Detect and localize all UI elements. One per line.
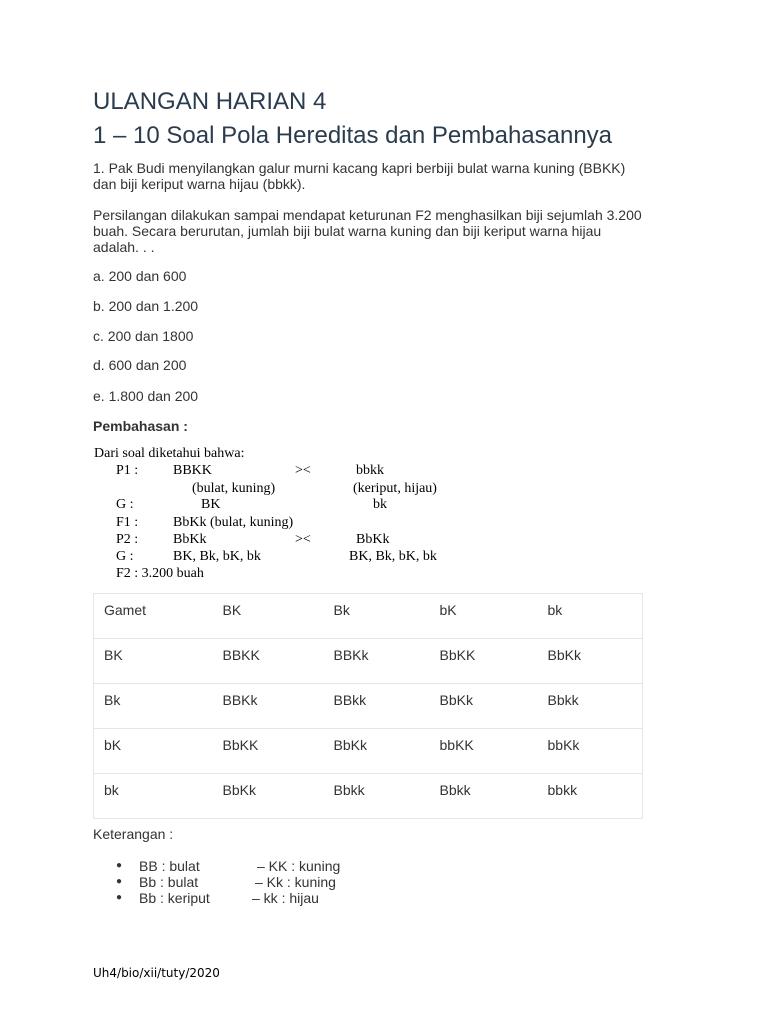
- option-d: d. 600 dan 200: [93, 357, 187, 373]
- table-row-header-cell: bK: [94, 729, 213, 774]
- table-header-cell: Gamet: [94, 594, 213, 639]
- allele-b-key: Bb : bulat: [139, 874, 199, 890]
- table-cell: bbkk: [538, 774, 643, 819]
- p1-right: bbkk: [356, 463, 384, 478]
- keterangan-label: Keterangan :: [93, 826, 174, 842]
- table-cell: Bbkk: [324, 774, 430, 819]
- table-row-header-cell: BK: [94, 639, 213, 684]
- g2-right: BK, Bk, bK, bk: [349, 549, 437, 564]
- table-row: [94, 639, 643, 684]
- p2-right: BbKk: [356, 532, 390, 547]
- bullet-icon: ●: [116, 876, 123, 887]
- bullet-icon: ●: [116, 860, 123, 871]
- table-header-cell: bK: [430, 594, 538, 639]
- allele-k-key: – KK : kuning: [257, 858, 341, 874]
- table-header-cell: BK: [213, 594, 324, 639]
- allele-b-key: BB : bulat: [139, 858, 200, 874]
- g1-label: G :: [116, 497, 134, 512]
- table-cell: BbKk: [324, 729, 430, 774]
- p2-label: P2 :: [116, 532, 139, 547]
- g2-left: BK, Bk, bK, bk: [173, 549, 261, 564]
- table-row: [94, 594, 643, 639]
- table-row: [94, 774, 643, 819]
- question-line: 1. Pak Budi menyilangkan galur murni kacang kapri berbiji bulat warna kuning (BBKK): [93, 160, 626, 176]
- pembahasan-label: Pembahasan :: [93, 418, 188, 434]
- table-cell: Bbkk: [538, 684, 643, 729]
- cross-symbol: ><: [295, 532, 311, 547]
- p1-left-phenotype: (bulat, kuning): [192, 481, 276, 496]
- table-cell: bbKk: [538, 729, 643, 774]
- table-cell: BBkk: [324, 684, 430, 729]
- table-row: [94, 729, 643, 774]
- g1-right: bk: [373, 497, 387, 512]
- table-cell: bbKK: [430, 729, 538, 774]
- question-line: buah. Secara berurutan, jumlah biji bulat warna kuning dan biji keriput warna hijau: [93, 223, 602, 239]
- allele-k-key: – Kk : kuning: [255, 874, 336, 890]
- g1-left: BK: [201, 497, 221, 512]
- table-header-cell: Bk: [324, 594, 430, 639]
- table-cell: BbKk: [430, 684, 538, 729]
- cross-diagram: [94, 444, 454, 582]
- page-title: ULANGAN HARIAN 4: [93, 88, 327, 115]
- question-line: dan biji keriput warna hijau (bbkk).: [93, 176, 306, 192]
- bullet-icon: ●: [116, 892, 123, 903]
- f2-total: F2 : 3.200 buah: [116, 566, 204, 581]
- punnett-table: [93, 593, 643, 819]
- f1-label: F1 :: [116, 515, 139, 530]
- table-row-header-cell: Bk: [94, 684, 213, 729]
- p2-left: BbKk: [173, 532, 207, 547]
- g2-label: G :: [116, 549, 134, 564]
- table-cell: BbKk: [213, 774, 324, 819]
- table-header-cell: bk: [538, 594, 643, 639]
- question-paragraph-1: [93, 160, 673, 192]
- allele-b-key: Bb : keriput: [139, 890, 210, 906]
- p1-label: P1 :: [116, 463, 139, 478]
- table-cell: BBKk: [213, 684, 324, 729]
- page-subtitle: 1 – 10 Soal Pola Hereditas dan Pembahasannya: [93, 122, 613, 149]
- option-e: e. 1.800 dan 200: [93, 388, 199, 404]
- table-cell: BBKK: [213, 639, 324, 684]
- option-c: c. 200 dan 1800: [93, 328, 194, 344]
- table-row: [94, 684, 643, 729]
- option-b: b. 200 dan 1.200: [93, 298, 199, 314]
- question-paragraph-2: [93, 207, 673, 255]
- known-heading: Dari soal diketahui bahwa:: [94, 446, 245, 461]
- cross-symbol: ><: [295, 463, 311, 478]
- question-line: adalah. . .: [93, 239, 155, 255]
- table-row-header-cell: bk: [94, 774, 213, 819]
- f1-value: BbKk (bulat, kuning): [173, 515, 294, 530]
- p1-right-phenotype: (keriput, hijau): [353, 481, 437, 496]
- table-cell: BbKK: [430, 639, 538, 684]
- option-a: a. 200 dan 600: [93, 268, 187, 284]
- table-cell: BbKK: [213, 729, 324, 774]
- table-cell: BBKk: [324, 639, 430, 684]
- table-cell: Bbkk: [430, 774, 538, 819]
- p1-left: BBKK: [173, 463, 212, 478]
- table-cell: BbKk: [538, 639, 643, 684]
- allele-k-key: – kk : hijau: [252, 890, 319, 906]
- footer-code: Uh4/bio/xii/tuty/2020: [93, 966, 220, 980]
- question-line: Persilangan dilakukan sampai mendapat keturunan F2 menghasilkan biji sejumlah 3.200: [93, 207, 642, 223]
